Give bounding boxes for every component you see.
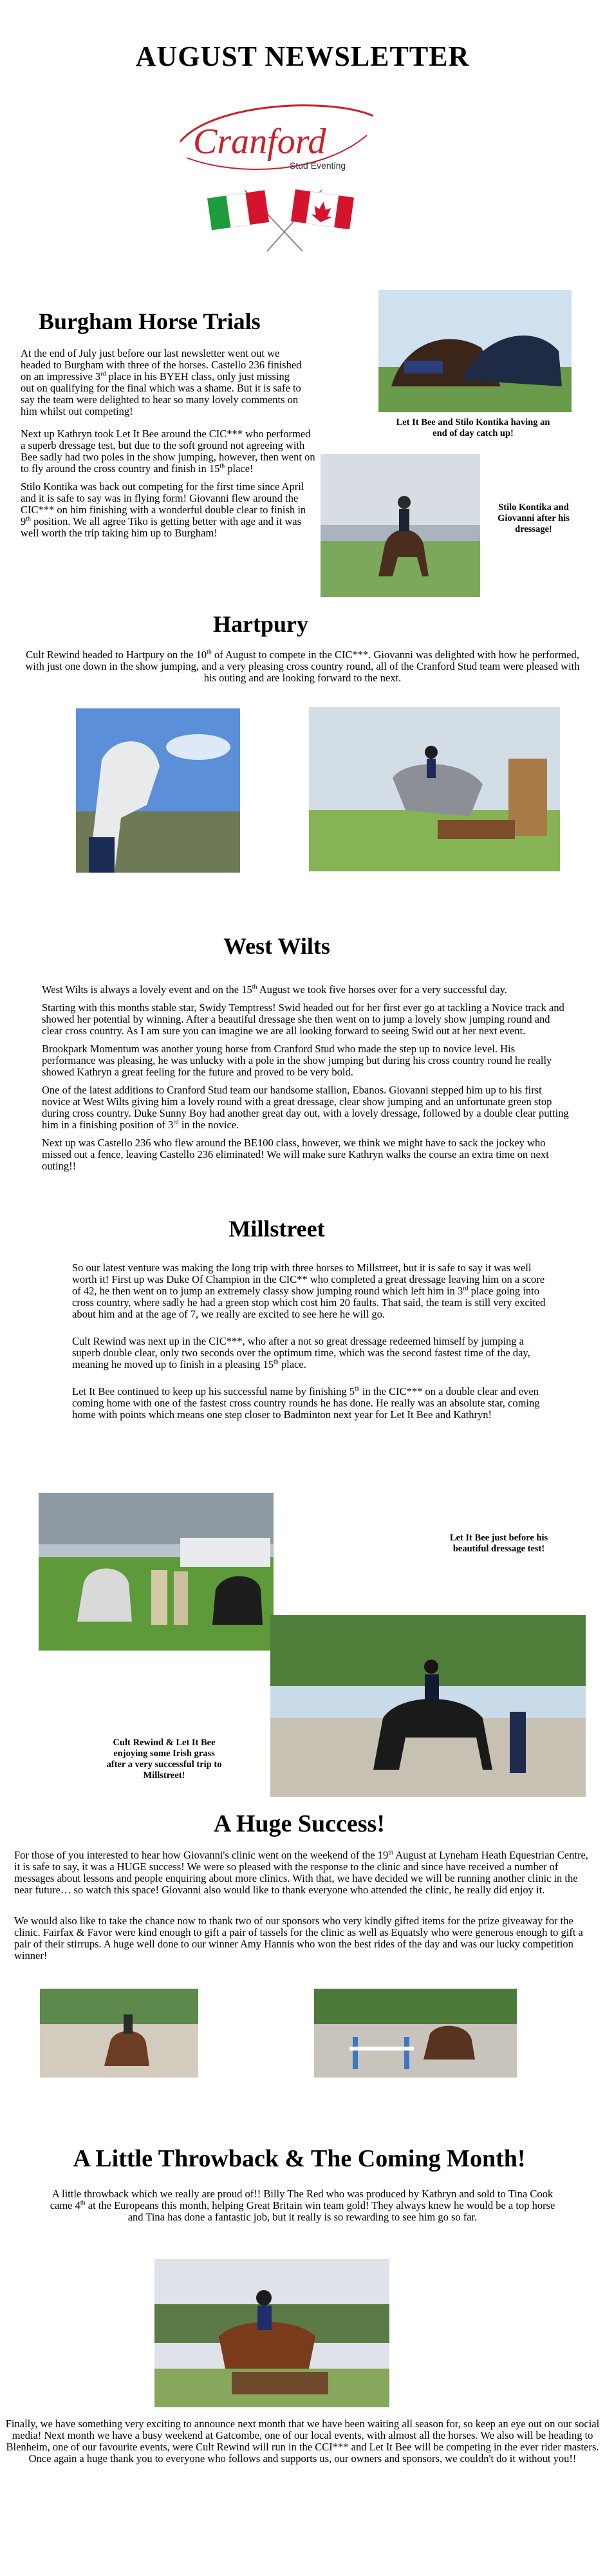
heading-huge-success: A Huge Success! [214, 1810, 385, 1837]
photo-grey-horse [76, 708, 240, 873]
caption-irish-grass: Cult Rewind & Let It Bee enjoying some Irish grass after a very successful trip to Millstreet! [106, 1738, 222, 1781]
westwilts-paragraph: Brookpark Momentum was another young horse from Cranford Stud who made the step up to novice level. His performance was pleasing, he was unlucky with a pole in the show jumping but during his cross country round he really showed Kathryn a great feeling for the future and proved to be very bold. [42, 1043, 552, 1078]
westwilts-paragraph: Next up was Castello 236 who flew around the BE100 class, however, we think we might have to sack the jockey who missed out a fence, leaving Castello 236 eliminated! We will make sure Kathryn walks the course an extra time on next outing!! [42, 1137, 549, 1172]
caption-dressage-test: Let It Bee just before his beautiful dressage test! [449, 1533, 548, 1554]
burgham-paragraph: Stilo Kontika was back out competing for the first time since April and it is safe to say was in flying form! Giovanni flew around the CIC*** on him finishing with a wonderful double clear to finish in 9th position. We all agree Tiko is getting better with age and it was well worth the trip taking him up to Burgham! [21, 480, 306, 539]
throwback-paragraph: A little throwback which we really are proud of!! Billy The Red who was produced by Kathryn and sold to Tina Cook came 4th at the Europeans this month, helping Great Britain win team gold! They always knew he would be a top horse and Tina has done a fantastic job, but it really is so rewarding to see him go so far. [50, 2188, 555, 2223]
burgham-paragraph: Next up Kathryn took Let It Bee around the CIC*** who performed a superb dressage test, but due to the soft ground not agreeing with Bee sadly had two poles in the show jumping, however, then went on to fly around the cross country and finish in 15th place! [21, 428, 315, 475]
success-paragraph: We would also like to take the chance now to thank two of our sponsors who very kindly gifted items for the prize giveaway for the clinic. Fairfax & Favor were kind enough to gift a pair of tassels for the clinic as well as Equatsly who were generous enough to gift a pair of their stirrups. A huge well done to our winner Amy Hannis who won the best rides of the day and was our lucky competition winner! [14, 1915, 583, 1962]
millstreet-paragraph: Cult Rewind was next up in the CIC***, who after a not so great dressage redeemed himself by jumping a superb double clear, only two seconds over the optimum time, which was the second fastest time of the day, meaning he moved up to finish in a pleasing 15th place. [72, 1335, 530, 1370]
heading-burgham: Burgham Horse Trials [39, 308, 261, 334]
heading-throwback: A Little Throwback & The Coming Month! [73, 2145, 526, 2172]
millstreet-paragraph: So our latest venture was making the long trip with three horses to Millstreet, but it is safe to say it was well worth it! First up was Duke Of Champion in the CIC** who completed a great dressage leaving him on a score of 42, he then went on to jump an extremely classy show jumping round which left him in 3rd place going into cross country, where sadly he had a green stop which cost him 20 faults. That said, the team is still very excited about him and at the age of 7, we really are excited to see here he will go. [72, 1262, 546, 1320]
photo-irish-grass [39, 1493, 274, 1651]
burgham-paragraph: At the end of July just before our last newsletter went out we headed to Burgham with three of the horses. Castello 236 finished on an impressive 3rd place in his BYEH class, only just missing out on qualifying for the final which was a shame. But it is safe to say the team were delighted to hear so many lovely comments on him whilst out competing! [21, 347, 302, 417]
photo-clinic-jump [314, 1989, 517, 2078]
westwilts-paragraph: Starting with this months stable star, Swidy Temptress! Swid headed out for her first ever go at tackling a Novice track and showed her potential by winning. After a beautiful dressage she then went on to jump a lovely show jumping round and clear cross country. As I am sure you can imagine we are all looking forward to seeing Swid out at her next event. [42, 1001, 564, 1037]
westwilts-paragraph: One of the latest additions to Cranford Stud team our handsome stallion, Ebanos. Giovanni stepped him up to his first novice at West Wilts giving him a lovely round with a great dressage, clear show jumping and an unfortunate green stop during cross country. Duke Sunny Boy had another great day out, with a lovely dressage, followed by a double clear putting him in a finishing position of 3rd in the novice. [42, 1084, 569, 1131]
millstreet-paragraph: Let It Bee continued to keep up his successful name by finishing 5th in the CIC*** on a double clear and even coming home with one of the fastest cross country rounds he has done. He really was an absolute star, coming home with points which means one step closer to Badminton next year for Let It Bee and Kathryn! [72, 1385, 540, 1421]
newsletter-title: AUGUST NEWSLETTER [135, 41, 470, 72]
canada-flag-icon [291, 189, 354, 229]
photo-billy-the-red [154, 2259, 389, 2407]
photo-cross-country-jump [309, 707, 560, 871]
westwilts-paragraph: West Wilts is always a lovely event and on the 15th August we took five horses over for a very successful day. [42, 983, 507, 996]
throwback-closing-paragraph: Finally, we have something very exciting to announce next month that we have been waiting all season for, so keep an eye out on our social media! Next month we have a busy weekend at Gatcombe, one of our local events, with almost all the horses. We also will be heading to Blenheim, one of our favourite events, were Cult Rewind will run in the CCI*** and Let It Bee will be competing in the ever rider masters. Once again a huge thank you to everyone who follows and supports us, our owners and sponsors, we couldn't do it without you!! [5, 2418, 600, 2465]
logo-brand: Cranford [193, 122, 326, 162]
photo-let-it-bee-dressage [270, 1615, 586, 1797]
cranford-logo [161, 97, 393, 180]
caption-dressage: Stilo Kontika and Giovanni after his dressage! [498, 502, 570, 535]
logo-sub: Stud Eventing [290, 160, 346, 171]
flags-graphic [206, 184, 360, 254]
photo-horses-catch-up [378, 290, 572, 412]
photo-clinic-arena [40, 1989, 198, 2078]
heading-millstreet: Millstreet [228, 1216, 325, 1242]
caption-catch-up: Let It Bee and Stilo Kontika having an end of day catch up! [396, 417, 550, 439]
success-paragraph: For those of you interested to hear how Giovanni's clinic went on the weekend of the 19th August at Lyneham Heath Equestrian Centre, it is safe to say, it was a HUGE success! We were so pleased with the response to the clinic and since have received a number of messages about lessons and people enquiring about more clinics. With that, we have decided we will be running another clinic in the near future… so watch this space! Giovanni also would like to thank everyone who attended the clinic, he really did enjoy it. [14, 1849, 588, 1896]
italy-flag-icon [207, 190, 269, 230]
hartpury-paragraph: Cult Rewind headed to Hartpury on the 10th of August to compete in the CIC***. Giovanni was delighted with how he performed, with just one down in the show jumping, and a very pleasing cross country round, all of the Cranford Stud team were pleased with his outing and are looking forward to the next. [25, 649, 580, 684]
photo-dressage-burgham [321, 454, 480, 597]
heading-west-wilts: West Wilts [223, 933, 330, 959]
heading-hartpury: Hartpury [213, 611, 308, 637]
